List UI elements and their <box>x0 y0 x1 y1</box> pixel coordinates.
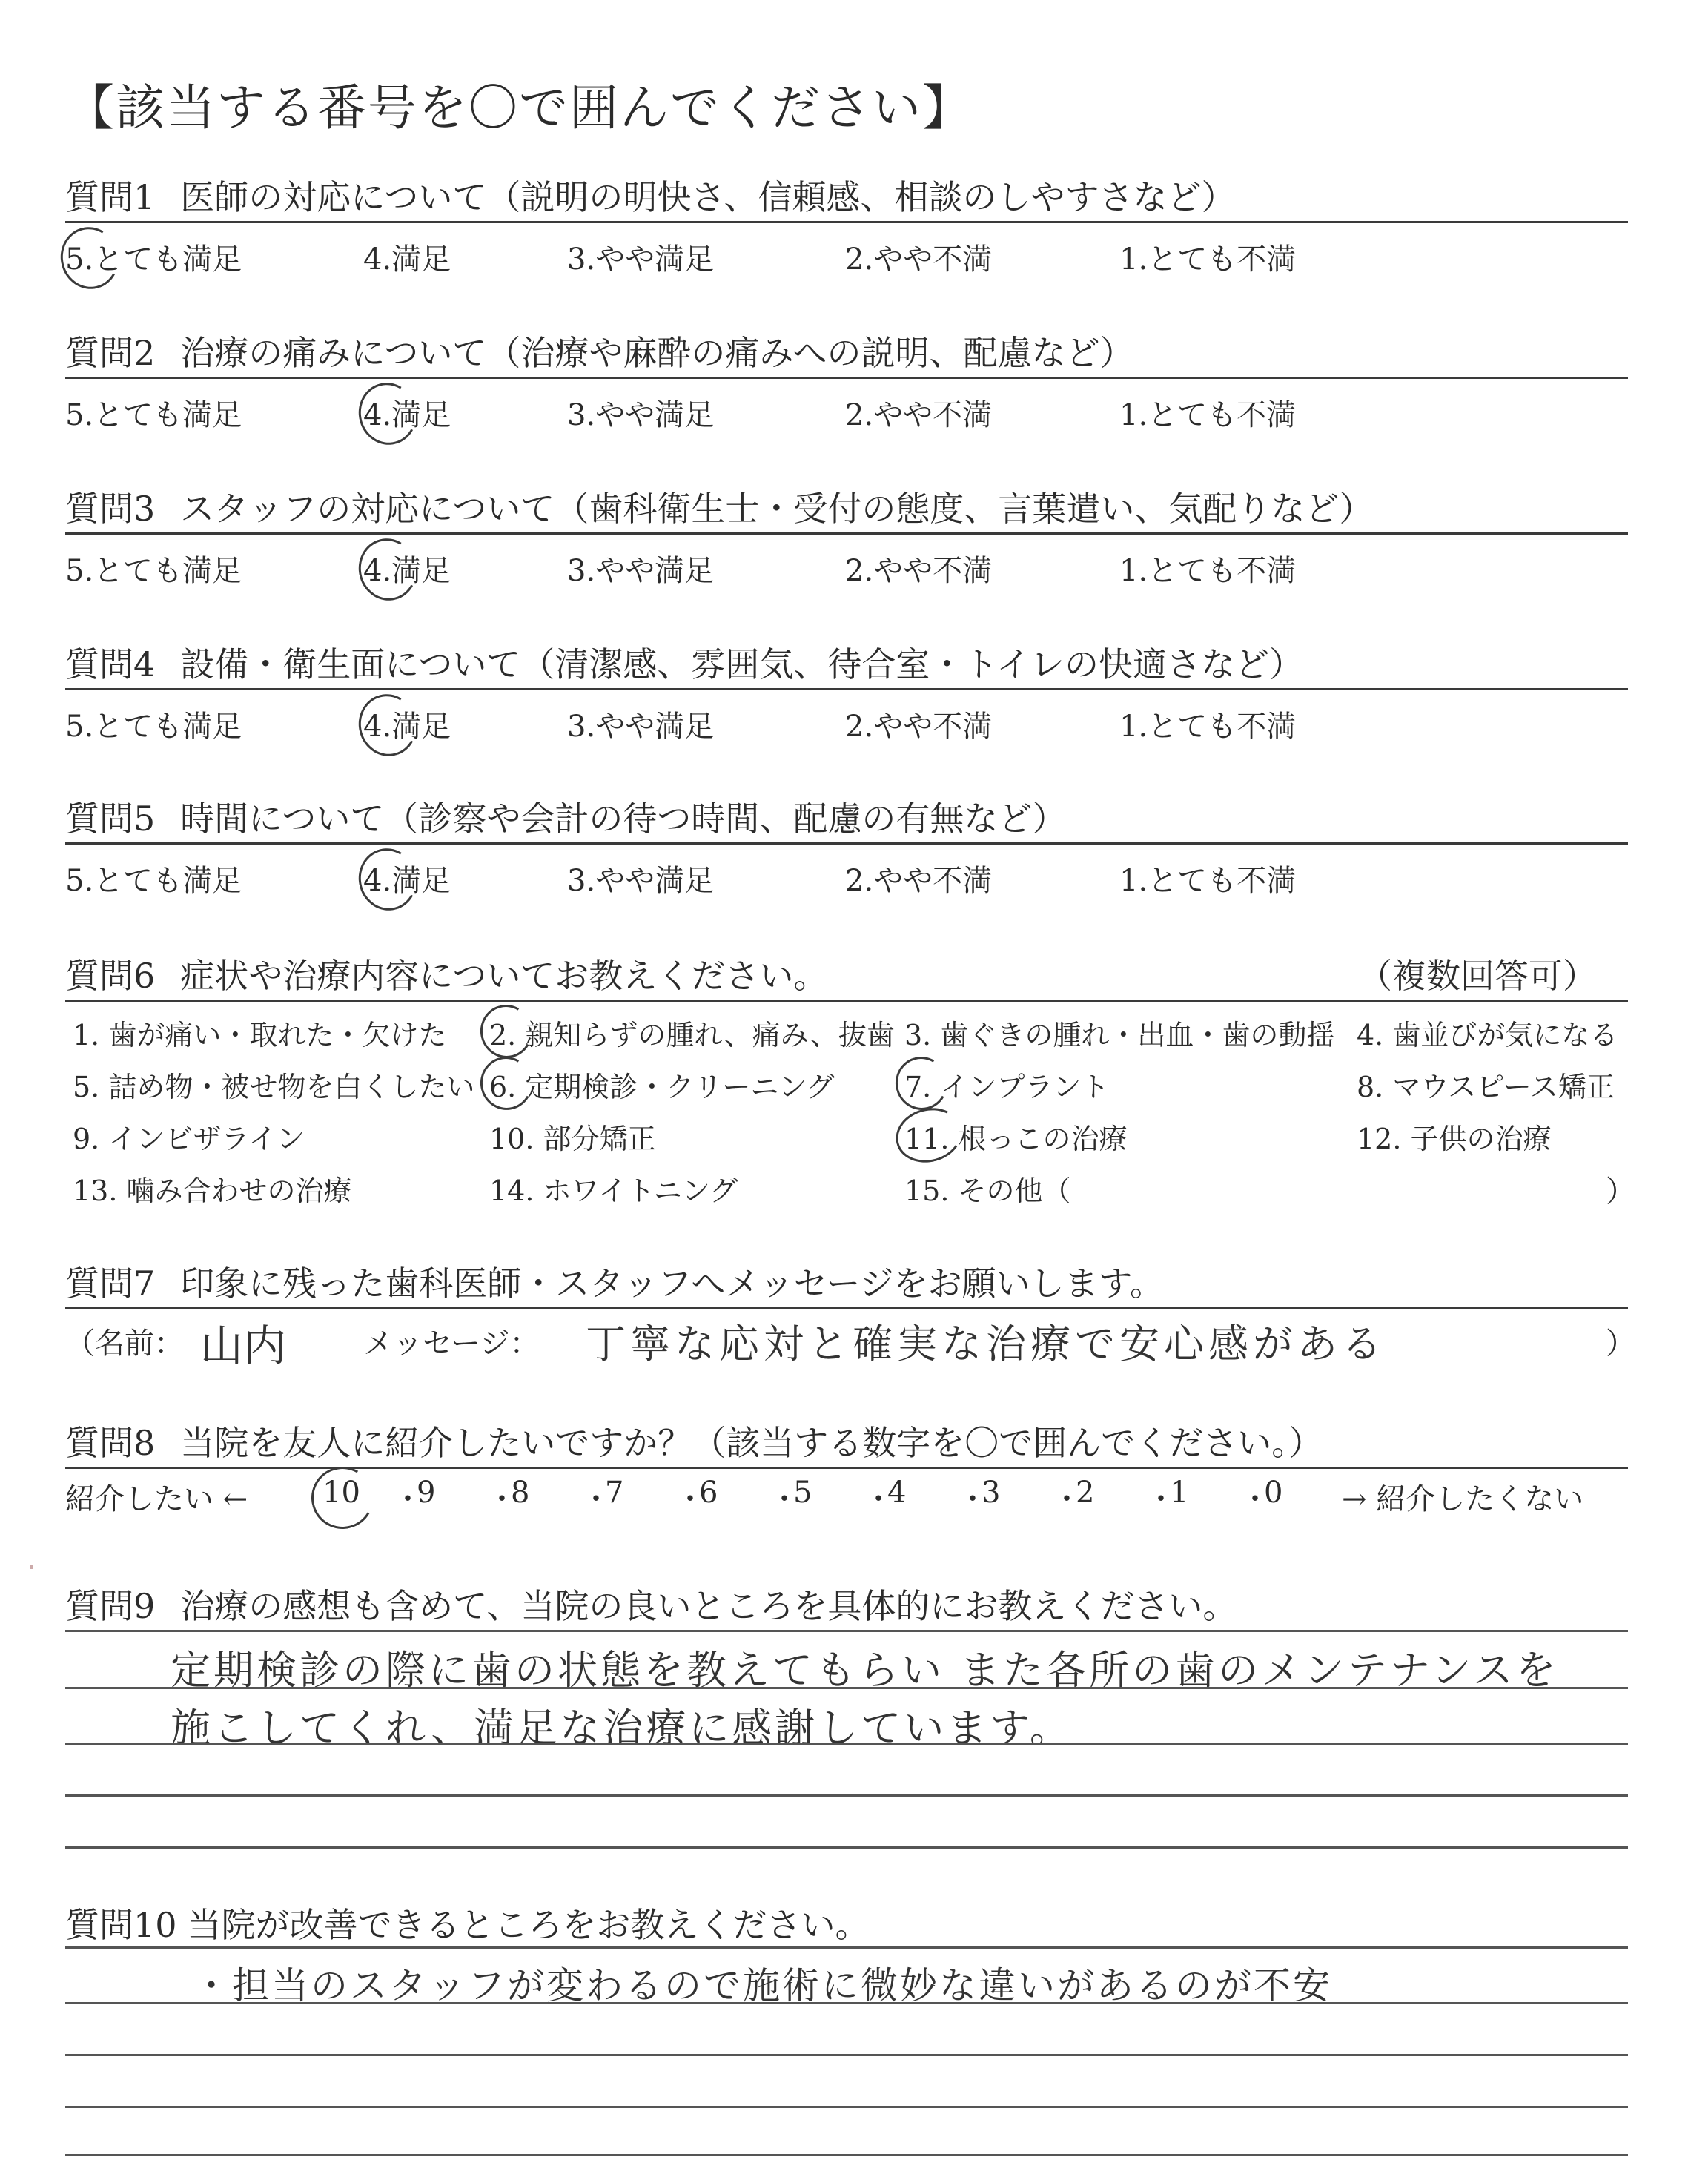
answer-line <box>65 1630 1628 1632</box>
scale-separator: ・ <box>864 1482 893 1516</box>
rating-option-5[interactable]: 5.とても満足 <box>65 710 242 744</box>
selected-circle <box>474 999 538 1064</box>
question-text: 印象に残った歯科医師・スタッフへメッセージをお願いします。 <box>180 1264 1164 1304</box>
question-text: スタッフの対応について（歯科衛生士・受付の態度、言葉遣い、気配りなど） <box>180 489 1374 529</box>
recommend-score-7[interactable]: 7 <box>605 1476 624 1510</box>
recommend-score-3[interactable]: 3 <box>982 1476 1001 1510</box>
question-number: 質問1 <box>65 177 156 217</box>
recommend-left-label: 紹介したい ← <box>65 1482 248 1516</box>
rating-option-4[interactable]: 4.満足 <box>363 864 451 898</box>
rating-option-5[interactable]: 5.とても満足 <box>65 398 242 432</box>
question-text: 症状や治療内容についてお教えください。 <box>180 956 828 996</box>
name-label: （名前： <box>65 1327 184 1361</box>
question-5-title <box>65 792 1066 841</box>
symptom-option-3[interactable]: 3. 歯ぐきの腫れ・出血・歯の動揺 <box>904 1019 1335 1051</box>
question-2-rule <box>65 377 1628 379</box>
rating-option-4[interactable]: 4.満足 <box>363 242 451 277</box>
question-number: 質問2 <box>65 333 156 373</box>
recommend-score-1[interactable]: 1 <box>1170 1476 1189 1510</box>
selected-circle <box>890 1051 953 1116</box>
answer-line <box>65 1946 1628 1949</box>
scale-separator: ・ <box>487 1482 517 1516</box>
question-number: 質問4 <box>65 644 156 684</box>
recommend-score-6[interactable]: 6 <box>699 1476 718 1510</box>
scan-speck <box>30 1565 33 1569</box>
rating-option-1[interactable]: 1.とても不満 <box>1119 710 1297 744</box>
recommend-score-5[interactable]: 5 <box>793 1476 812 1510</box>
rating-option-3[interactable]: 3.やや満足 <box>567 398 715 432</box>
rating-option-2[interactable]: 2.やや不満 <box>845 864 993 898</box>
question-5-rule <box>65 842 1628 845</box>
question-number: 質問10 <box>65 1905 177 1945</box>
symptom-option-4[interactable]: 4. 歯並びが気になる <box>1357 1019 1618 1051</box>
rating-option-5[interactable]: 5.とても満足 <box>65 554 242 588</box>
symptom-option-13[interactable]: 13. 噛み合わせの治療 <box>73 1175 352 1207</box>
rating-option-3[interactable]: 3.やや満足 <box>567 710 715 744</box>
symptom-option-15[interactable]: 15. その他（ <box>904 1175 1071 1207</box>
question-number: 質問6 <box>65 956 156 996</box>
rating-option-2[interactable]: 2.やや不満 <box>845 710 993 744</box>
recommend-score-8[interactable]: 8 <box>511 1476 530 1510</box>
recommend-right-label: → 紹介したくない <box>1342 1482 1584 1516</box>
question-9-title <box>65 1579 1237 1628</box>
scale-separator: ・ <box>581 1482 611 1516</box>
scale-separator: ・ <box>1240 1482 1270 1516</box>
question-4-title <box>65 638 1303 687</box>
symptom-option-12[interactable]: 12. 子供の治療 <box>1357 1123 1552 1155</box>
rating-option-1[interactable]: 1.とても不満 <box>1119 242 1297 277</box>
question-number: 質問7 <box>65 1264 156 1304</box>
rating-option-1[interactable]: 1.とても不満 <box>1119 398 1297 432</box>
selected-circle <box>474 1051 538 1116</box>
rating-option-2[interactable]: 2.やや不満 <box>845 398 993 432</box>
symptom-option-14[interactable]: 14. ホワイトニング <box>489 1175 738 1207</box>
rating-option-5[interactable]: 5.とても満足 <box>65 242 242 277</box>
selected-circle <box>351 842 423 916</box>
answer-line <box>65 1743 1628 1745</box>
question-10-title <box>65 1898 870 1947</box>
answer-line <box>65 2154 1628 2156</box>
scale-separator: ・ <box>1146 1482 1176 1516</box>
question-8-rule <box>65 1467 1628 1469</box>
rating-option-2[interactable]: 2.やや不満 <box>845 554 993 588</box>
message-close-paren: ） <box>1606 1327 1635 1361</box>
symptom-option-5[interactable]: 5. 詰め物・被せ物を白くしたい <box>73 1071 475 1103</box>
symptom-option-6[interactable]: 6. 定期検診・クリーニング <box>489 1071 835 1103</box>
question-text: 時間について（診察や会計の待つ時間、配慮の有無など） <box>180 799 1067 839</box>
symptom-option-9[interactable]: 9. インビザライン <box>73 1123 305 1155</box>
recommend-score-10[interactable]: 10 <box>322 1476 360 1510</box>
rating-option-3[interactable]: 3.やや満足 <box>567 242 715 277</box>
question-7-title <box>65 1257 1164 1306</box>
answer-line <box>65 2002 1628 2004</box>
answer-line <box>65 2054 1628 2056</box>
scale-separator: ・ <box>393 1482 423 1516</box>
question-text: 治療の感想も含めて、当院の良いところを具体的にお教えください。 <box>180 1586 1237 1626</box>
rating-option-2[interactable]: 2.やや不満 <box>845 242 993 277</box>
scale-separator: ・ <box>958 1482 987 1516</box>
question-1-rule <box>65 221 1628 223</box>
rating-option-3[interactable]: 3.やや満足 <box>567 554 715 588</box>
selected-circle <box>351 532 423 607</box>
symptom-option-2[interactable]: 2. 親知らずの腫れ、痛み、抜歯 <box>489 1019 895 1051</box>
rating-option-1[interactable]: 1.とても不満 <box>1119 864 1297 898</box>
selected-circle <box>890 1101 968 1170</box>
q9-answer-line-2[interactable]: 施こしてくれ、満足な治療に感謝しています。 <box>171 1705 1073 1751</box>
symptom-option-7[interactable]: 7. インプラント <box>904 1071 1110 1103</box>
symptom-option-8[interactable]: 8. マウスピース矯正 <box>1357 1071 1615 1103</box>
question-2-title <box>65 326 1133 375</box>
question-3-title <box>65 482 1373 531</box>
question-1-title <box>65 171 1236 219</box>
question-7-rule <box>65 1307 1628 1309</box>
symptom-option-10[interactable]: 10. 部分矯正 <box>489 1123 656 1155</box>
name-value[interactable]: 山内 <box>200 1321 287 1371</box>
answer-line <box>65 1687 1628 1689</box>
question-3-rule <box>65 532 1628 535</box>
question-4-rule <box>65 688 1628 690</box>
scale-separator: ・ <box>1052 1482 1082 1516</box>
question-text: 当院が改善できるところをお教えください。 <box>187 1905 870 1945</box>
question-number: 質問9 <box>65 1586 156 1626</box>
question-number: 質問5 <box>65 799 156 839</box>
question-6-title <box>65 949 827 998</box>
symptom-option-1[interactable]: 1. 歯が痛い・取れた・欠けた <box>73 1019 447 1051</box>
selected-circle <box>305 1460 381 1536</box>
recommend-score-9[interactable]: 9 <box>417 1476 436 1510</box>
message-label: メッセージ： <box>363 1327 540 1361</box>
selected-circle <box>53 220 125 295</box>
rating-option-4[interactable]: 4.満足 <box>363 710 451 744</box>
scale-separator: ・ <box>675 1482 705 1516</box>
rating-option-5[interactable]: 5.とても満足 <box>65 864 242 898</box>
multiple-answer-note: （複数回答可） <box>1358 956 1597 996</box>
rating-option-1[interactable]: 1.とても不満 <box>1119 554 1297 588</box>
question-text: 当院を友人に紹介したいですか？（該当する数字を〇で囲んでください。） <box>180 1423 1323 1463</box>
answer-line <box>65 2106 1628 2108</box>
rating-option-4[interactable]: 4.満足 <box>363 398 451 432</box>
question-text: 医師の対応について（説明の明快さ、信頼感、相談のしやすさなど） <box>180 177 1236 217</box>
form-header: 【該当する番号を〇で囲んでください】 <box>65 79 973 136</box>
selected-circle <box>351 376 423 451</box>
selected-circle <box>351 687 423 762</box>
rating-option-4[interactable]: 4.満足 <box>363 554 451 588</box>
question-text: 設備・衛生面について（清潔感、雰囲気、待合室・トイレの快適さなど） <box>180 644 1304 684</box>
question-number: 質問3 <box>65 489 156 529</box>
q10-answer-line-1[interactable]: ・担当のスタッフが変わるので施術に微妙な違いがあるのが不安 <box>193 1964 1332 2007</box>
other-close-paren: ） <box>1606 1175 1635 1209</box>
question-8-title <box>65 1416 1323 1465</box>
answer-line <box>65 1794 1628 1797</box>
rating-option-3[interactable]: 3.やや満足 <box>567 864 715 898</box>
scale-separator: ・ <box>769 1482 799 1516</box>
recommend-score-2[interactable]: 2 <box>1076 1476 1095 1510</box>
answer-line <box>65 1846 1628 1849</box>
recommend-score-0[interactable]: 0 <box>1264 1476 1283 1510</box>
question-text: 治療の痛みについて（治療や麻酔の痛みへの説明、配慮など） <box>180 333 1134 373</box>
symptom-option-11[interactable]: 11. 根っこの治療 <box>904 1123 1128 1155</box>
message-value[interactable]: 丁寧な応対と確実な治療で安心感がある <box>586 1321 1386 1367</box>
question-6-rule <box>65 1000 1628 1002</box>
q9-answer-line-1[interactable]: 定期検診の際に歯の状態を教えてもらい また各所の歯のメンテナンスを <box>171 1647 1559 1694</box>
recommend-score-4[interactable]: 4 <box>887 1476 907 1510</box>
question-number: 質問8 <box>65 1423 156 1463</box>
